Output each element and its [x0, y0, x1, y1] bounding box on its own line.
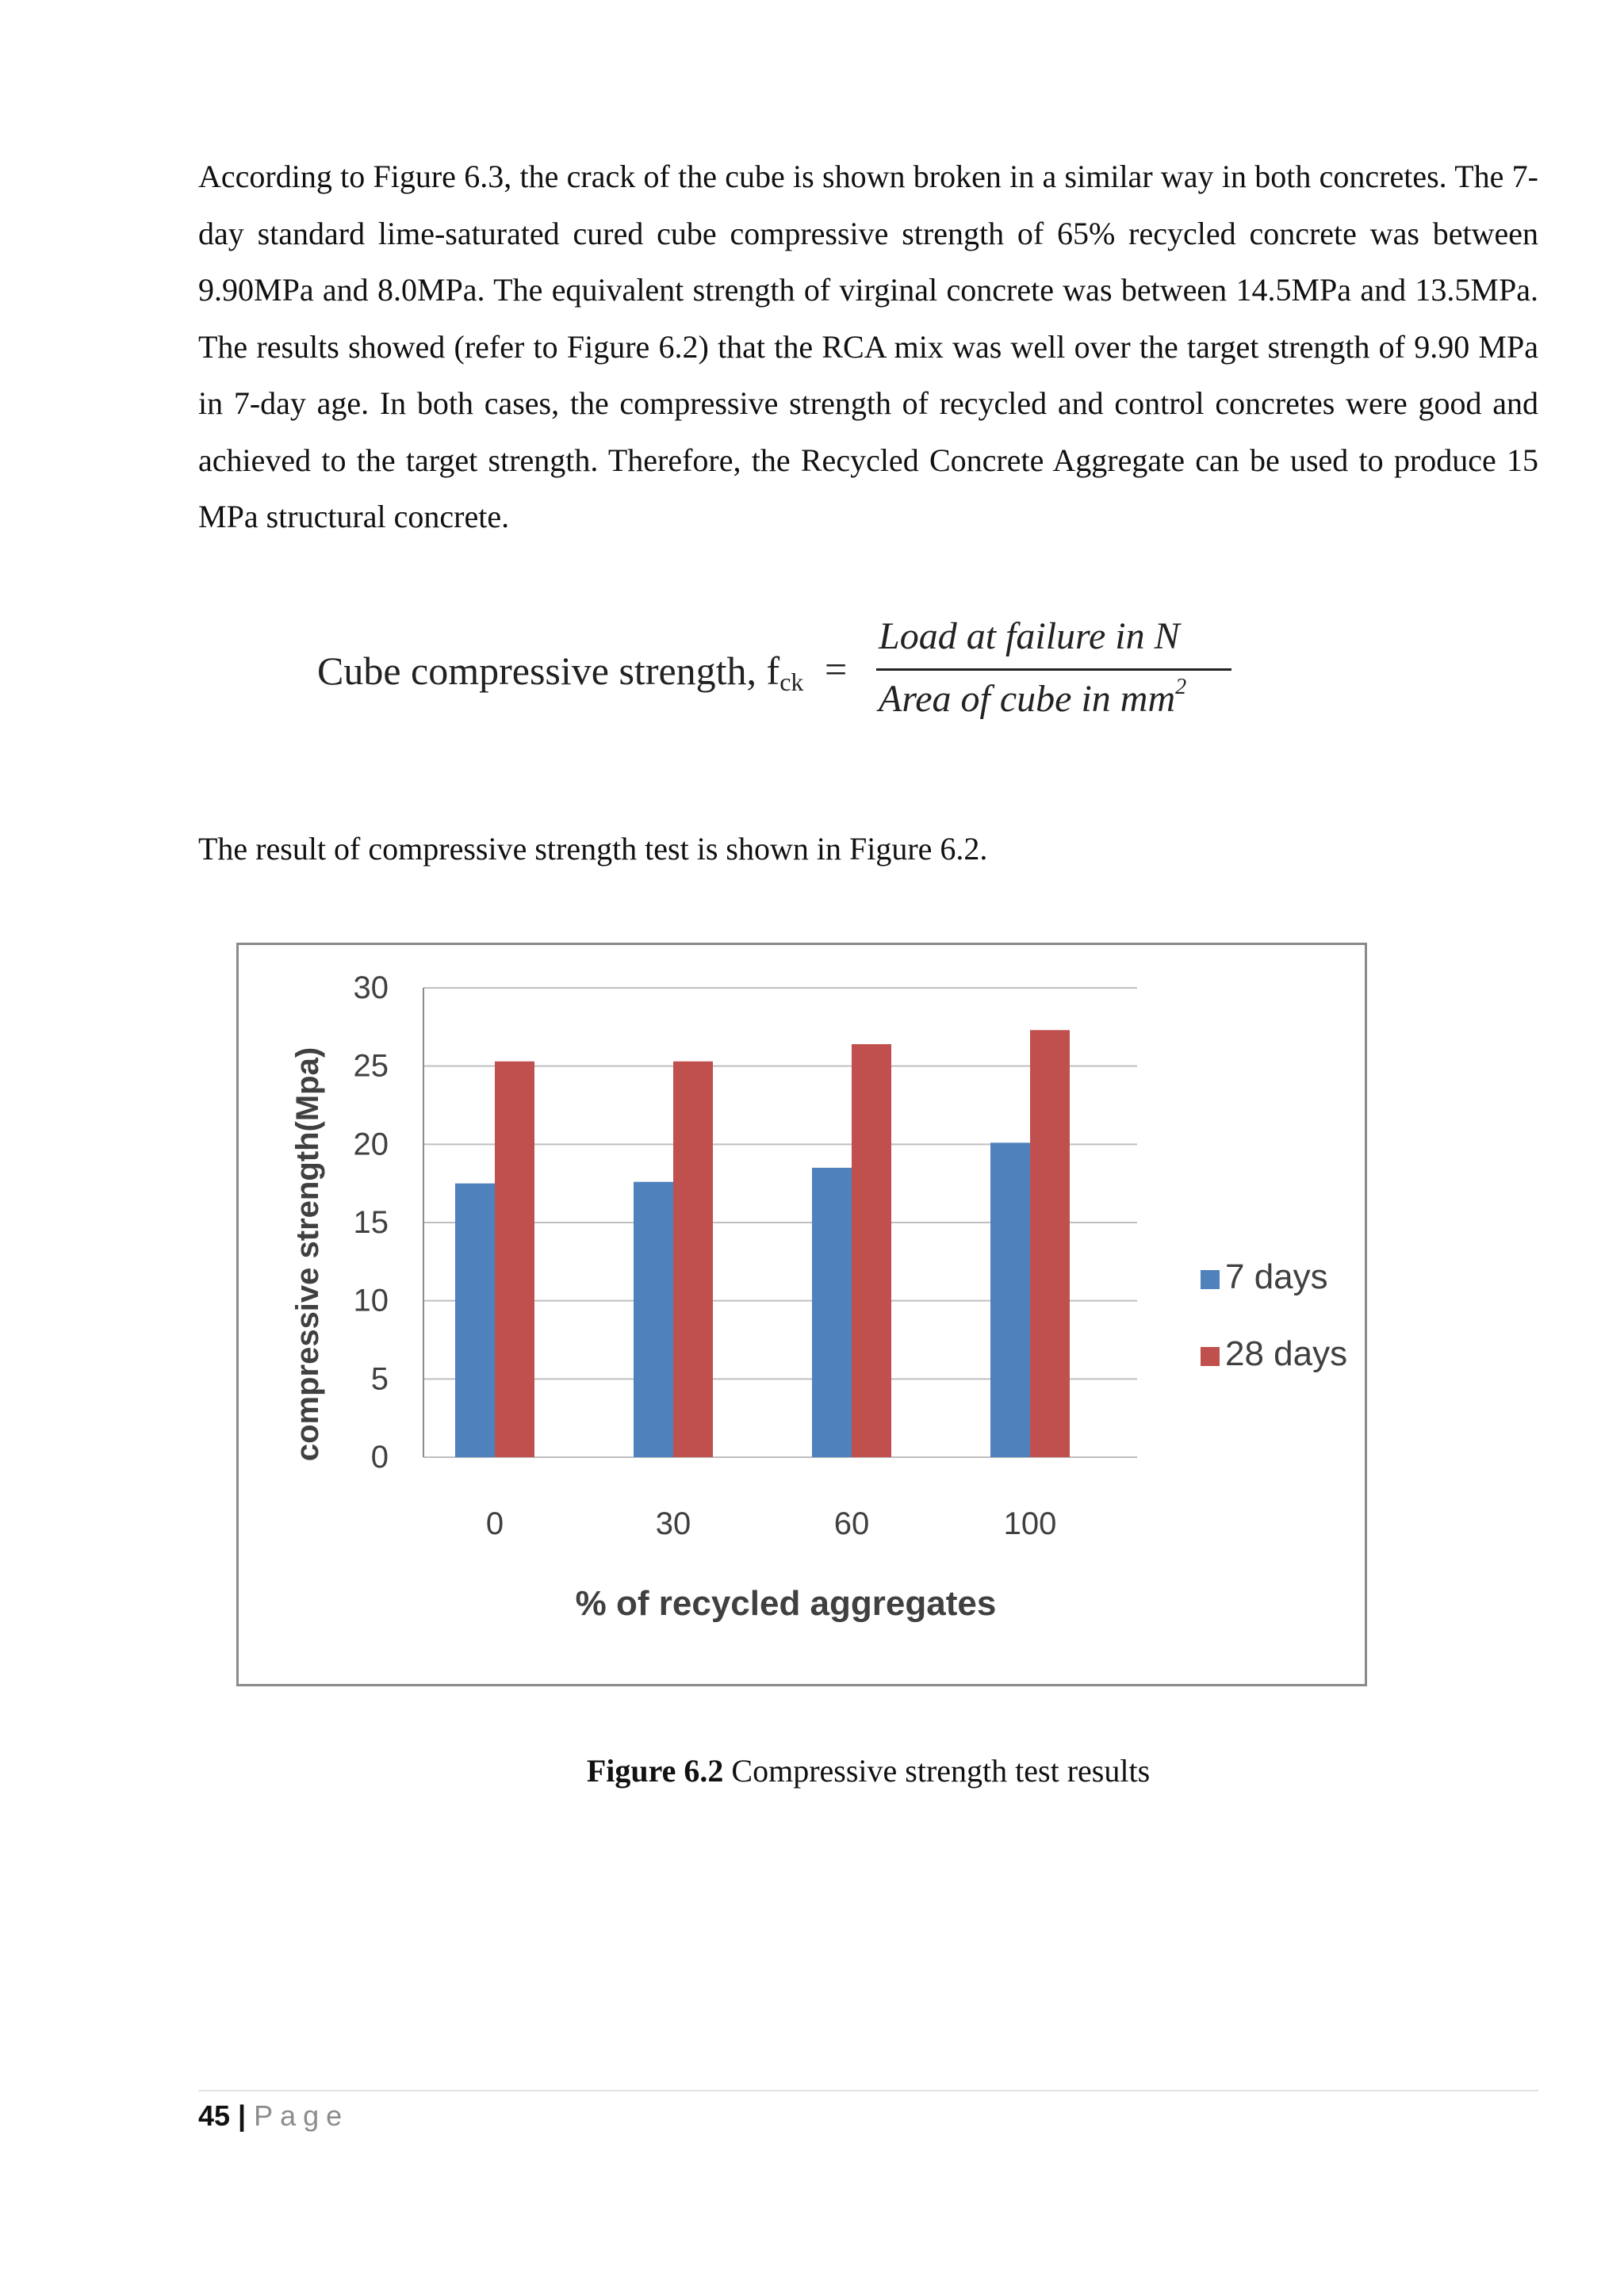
bar-7-days-60	[812, 1168, 852, 1457]
y-tick-label: 10	[353, 1283, 389, 1318]
footer-divider	[198, 2090, 1538, 2091]
y-tick-label: 20	[353, 1127, 389, 1162]
formula-lhs	[317, 648, 803, 697]
formula-denominator-text: Area of cube in mm	[879, 678, 1176, 720]
compressive-strength-chart	[236, 943, 1367, 1686]
y-tick-label: 25	[353, 1048, 389, 1084]
y-tick-label: 30	[353, 970, 389, 1005]
x-tick-label: 100	[1003, 1506, 1057, 1541]
x-axis-label: % of recycled aggregates	[575, 1584, 997, 1623]
legend-swatch	[1201, 1347, 1220, 1366]
bar-28-days-100	[1030, 1030, 1070, 1457]
formula-equals: =	[825, 647, 848, 691]
page-footer	[198, 2099, 349, 2133]
caption-label: Figure 6.2	[586, 1753, 724, 1789]
x-tick-label: 0	[485, 1506, 504, 1541]
formula-denominator	[879, 675, 1186, 721]
footer-separator: |	[238, 2099, 247, 2132]
bar-7-days-30	[634, 1182, 673, 1457]
page-label: Page	[254, 2099, 350, 2132]
formula-lhs-text: Cube compressive strength, f	[317, 649, 780, 693]
chart-svg	[239, 945, 1365, 1684]
legend-label: 7 days	[1225, 1257, 1328, 1296]
formula-fraction-bar	[876, 668, 1231, 671]
page-number: 45	[198, 2099, 231, 2132]
y-tick-label: 15	[353, 1205, 389, 1240]
x-tick-label: 60	[833, 1506, 870, 1541]
bar-7-days-100	[990, 1142, 1030, 1457]
bar-7-days-0	[455, 1184, 495, 1457]
strength-formula	[317, 614, 1269, 725]
y-axis-label: compressive strength(Mpa)	[290, 1047, 325, 1462]
formula-denominator-exponent: 2	[1175, 675, 1187, 699]
x-tick-label: 30	[655, 1506, 691, 1541]
legend-swatch	[1201, 1270, 1220, 1289]
y-tick-label: 0	[370, 1440, 389, 1475]
caption-text: Compressive strength test results	[723, 1753, 1151, 1789]
y-tick-label: 5	[370, 1361, 389, 1397]
body-paragraph: According to Figure 6.3, the crack of the cube is shown broken in a similar way in both concretes. The 7-day standard lime-saturated cured cube compressive strength of 65% recycled concrete was between 9.90MPa and 8.0MPa. The equivalent strength of virginal concrete was between 14.5MPa and 13.5MPa. The results showed (refer to Figure 6.2) that the RCA mix was well over the target strength of 9.90 MPa in 7-day age. In both cases, the compressive strength of recycled and control concretes were good and achieved to the target strength. Therefore, the Recycled Concrete Aggregate can be used to produce 15 MPa structural concrete.	[198, 159, 1538, 534]
formula-lhs-subscript: ck	[779, 668, 804, 696]
result-sentence: The result of compressive strength test is shown in Figure 6.2.	[198, 831, 988, 867]
figure-caption	[0, 1752, 1624, 1789]
bar-28-days-60	[852, 1044, 891, 1457]
legend-label: 28 days	[1225, 1334, 1348, 1373]
formula-numerator: Load at failure in N	[879, 615, 1180, 657]
bar-28-days-30	[673, 1062, 713, 1457]
bar-28-days-0	[495, 1062, 534, 1457]
